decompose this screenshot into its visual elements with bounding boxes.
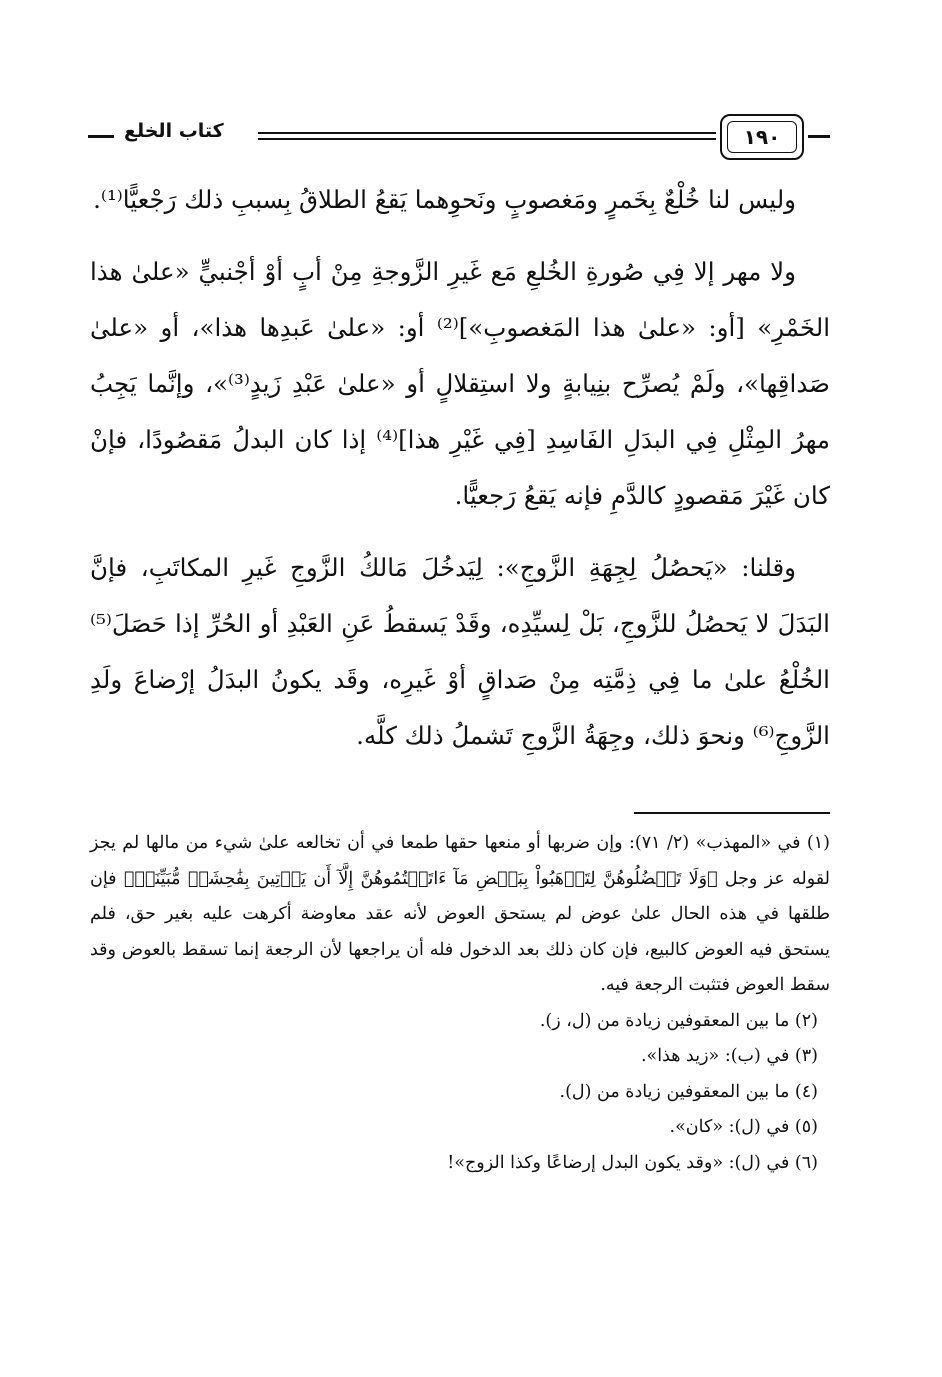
footnote: (٥) في (ل): «كان». bbox=[669, 1117, 818, 1137]
footnote: (٢) ما بين المعقوفين زيادة من (ل، ز). bbox=[539, 1010, 818, 1031]
header-tick bbox=[808, 135, 830, 138]
footnote-separator bbox=[634, 812, 830, 814]
footnotes bbox=[90, 826, 830, 1181]
running-title: كتاب الخلع bbox=[124, 120, 224, 142]
paragraph: ولا مهر إلا فِي صُورةِ الخُلعِ مَع غَيرِ الزَّوجةِ مِنْ أبٍ أوْ أجْنبيٍّ «علىٰ هذا الخَمْرِ» [أو: «علىٰ هذا المَغصوبِ»]⁽²⁾ أو: «علىٰ عَبدِها هذا»، أو «علىٰ صَداقِها»، ولَمْ يُصرِّح بنِيابةٍ ولا استِقلالٍ أو «علىٰ عَبْدِ زَيدٍ⁽³⁾»، وإنَّما يَجِبُ مهرُ المِثْلِ فِي البدَلِ الفَاسِدِ [فِي غَيْرِ هذا]⁽⁴⁾ إذا كان البدلُ مَقصُودًا، فإنْ كان غَيْرَ مَقصودٍ كالدَّمِ فإنه يَقعُ رَجعيًّا. bbox=[90, 257, 831, 510]
page-number: ١٩٠ bbox=[727, 121, 797, 153]
main-text bbox=[90, 172, 830, 780]
footnote: (١) في «المهذب» (٢/ ٧١): وإن ضربها أو منعها حقها طمعا في أن تخالعه علىٰ شيء من مالها لم يجز لقوله عز وجل ﴿وَلَا تَعۡضُلُوهُنَّ لِتَذۡهَبُواْ بِبَعۡضِ مَآ ءَاتَيۡتُمُوهُنَّ إِلَّآ أَن يَأۡتِينَ بِفَٰحِشَةٖ مُّبَيِّنَةٖ﴾ فإن طلقها في هذه الحال علىٰ عوض لم يستحق العوض لأنه عقد معاوضة أكرهت عليه بغير حق، فلم يستحق فيه العوض كالبيع، فإن كان ذلك بعد الدخول فله أن يراجعها لأن الرجعة إنما تسقط بالعوض وقد سقط العوض فتثبت الرجعة فيه. bbox=[90, 833, 830, 995]
footnote: (٦) في (ل): «وقد يكون البدل إرضاعًا وكذا الزوج»! bbox=[447, 1152, 818, 1173]
footnote: (٤) ما بين المعقوفين زيادة من (ل). bbox=[559, 1081, 818, 1102]
header-dash bbox=[88, 135, 114, 138]
page-number-frame bbox=[720, 114, 804, 160]
page-header bbox=[88, 112, 828, 162]
footnote: (٣) في (ب): «زيد هذا». bbox=[640, 1046, 818, 1066]
paragraph: وليس لنا خُلْعٌ بِخَمرٍ ومَغصوبٍ ونَحوِهما يَقعُ الطلاقُ بِسببِ ذلك رَجْعيًّا⁽¹⁾. bbox=[93, 185, 796, 214]
header-rule-top bbox=[258, 132, 716, 134]
header-rule-bottom bbox=[258, 138, 716, 140]
paragraph: وقلنا: «يَحصُلُ لِجِهَةِ الزَّوجِ»: لِيَدخُلَ مَالكُ الزَّوجِ غَيرِ المكاتَبِ، فإنَّ البَدَلَ لا يَحصُلُ للزَّوجِ، بَلْ لِسيِّدِه، وقَدْ يَسقطُ عَنِ العَبْدِ أو الحُرِّ إذا حَصَلَ⁽⁵⁾ الخُلْعُ علىٰ ما فِي ذِمَّتِه مِنْ صَداقٍ أوْ غَيرِه، وقَد يكونُ البدَلُ إرْضاعَ ولَدِ الزَّوجِ⁽⁶⁾ ونحوَ ذلك، وجِهَةُ الزَّوجِ تَشملُ ذلك كلَّه. bbox=[90, 553, 830, 750]
